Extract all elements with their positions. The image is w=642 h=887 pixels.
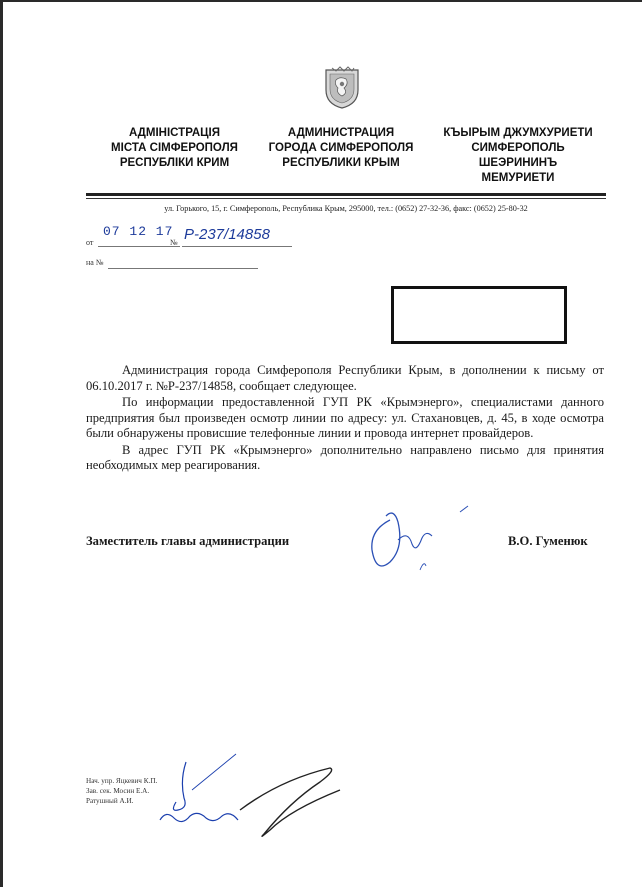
header-line: РЕСПУБЛИКИ КРЫМ: [282, 157, 400, 169]
office-address: ул. Горького, 15, г. Симферополь, Республика Крым, 295000, тел.: (0652) 27-32-36, факс: (0652) 25-80-32: [164, 204, 528, 213]
header-line: ШЕЭРИНИНЪ: [478, 157, 558, 169]
header-line: РЕСПУБЛІКИ КРИМ: [119, 157, 230, 169]
number-underline: [182, 246, 292, 247]
body-paragraph: В адрес ГУП РК «Крымэнерго» дополнительно направлено письмо для принятия необходимых мер реагирования.: [86, 442, 604, 472]
header-ukrainian: [92, 126, 257, 171]
header-line: КЪЫРЫМ ДЖУМХУРИЕТИ: [443, 127, 593, 139]
header-line: АДМИНИСТРАЦИЯ: [287, 127, 395, 139]
header-line: МЕМУРИЕТИ: [481, 172, 555, 184]
scan-border-left: [0, 0, 3, 887]
header-crimean-tatar: [428, 126, 608, 186]
body-paragraph: Администрация города Симферополя Республики Крым, в дополнении к письму от 06.10.2017 г. №Р-237/14858, сообщает следующее.: [86, 363, 604, 393]
from-label: от: [86, 238, 94, 247]
signer-name: В.О. Гуменюк: [508, 534, 588, 548]
scan-border-top: [0, 0, 642, 2]
approval-signature: [140, 750, 360, 850]
executor-line: Нач. упр. Яцкевич К.П.: [86, 777, 158, 785]
redacted-recipient-box: [391, 286, 567, 344]
header-divider-thin: [86, 198, 606, 199]
header-line: ГОРОДА СИМФЕРОПОЛЯ: [268, 142, 414, 154]
number-label: №: [170, 238, 178, 247]
executor-line: Ратушный А.И.: [86, 797, 134, 805]
header-line: СИМФЕРОПОЛЬ: [471, 142, 565, 154]
date-underline: [98, 246, 180, 247]
letter-body: [86, 363, 604, 475]
signer-title: Заместитель главы администрации: [86, 534, 290, 548]
header-divider-thick: [86, 193, 606, 196]
handwritten-signature: [360, 500, 490, 580]
reference-row: [86, 258, 103, 267]
executor-line: Зав. сек. Мосин Е.А.: [86, 787, 150, 795]
registration-date: 07 12 17: [103, 224, 174, 239]
body-paragraph: По информации предоставленной ГУП РК «Крымэнерго», специалистами данного предприятия был произведен осмотр линии по адресу: ул. Стахановцев, д. 45, в ходе осмотра были обнаружены провисшие телефонные линии и провода интернет провайдеров.: [86, 395, 604, 440]
crimea-emblem-icon: [322, 66, 362, 110]
reference-underline: [108, 268, 258, 269]
registration-number: Р-237/14858: [184, 226, 270, 243]
header-russian: [255, 126, 427, 171]
header-line: МІСТА СІМФЕРОПОЛЯ: [111, 142, 238, 154]
reference-label: на №: [86, 258, 104, 267]
header-line: АДМІНІСТРАЦІЯ: [128, 127, 221, 139]
